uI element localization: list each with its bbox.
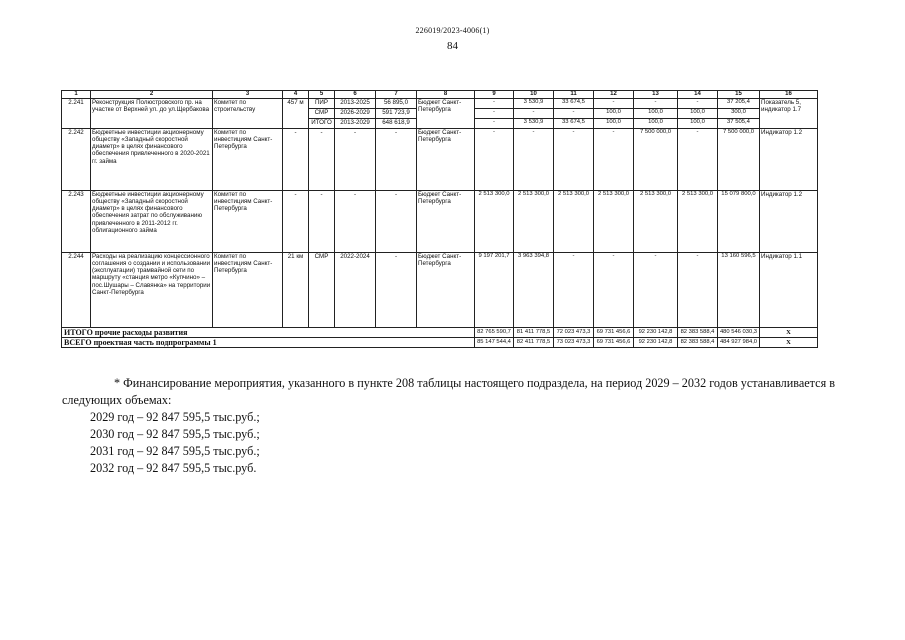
executor: Комитет по инвестициям Санкт-Петербурга: [213, 129, 283, 191]
value-cell: -: [475, 109, 514, 119]
total-mark: X: [760, 328, 818, 338]
value-cell: 37 205,4: [718, 99, 760, 109]
row-number: 2.242: [62, 129, 91, 191]
total-value: 82 765 590,7: [475, 328, 514, 338]
value-cell: -: [514, 129, 554, 191]
value-cell: 2 513 300,0: [475, 191, 514, 253]
length: -: [283, 191, 309, 253]
footnote-year-line: 2031 год – 92 847 595,5 тыс.руб.;: [90, 444, 260, 458]
stage: -: [309, 129, 335, 191]
value-cell: 7 500 000,0: [718, 129, 760, 191]
indicator: Индикатор 1.2: [760, 129, 818, 191]
col-header: 8: [417, 91, 475, 99]
footnote-year-line: 2029 год – 92 847 595,5 тыс.руб.;: [90, 410, 260, 424]
header-row: [62, 91, 818, 99]
years: -: [335, 191, 376, 253]
value-cell: 100,0: [678, 119, 718, 129]
total-value: 73 023 473,3: [554, 338, 594, 348]
document-id: 226019/2023-4006(1): [415, 26, 490, 35]
page-number: 84: [447, 40, 458, 52]
value-cell: -: [634, 99, 678, 109]
table-row: [62, 253, 818, 328]
value-cell: -: [634, 253, 678, 328]
funding-source: Бюджет Санкт-Петербурга: [417, 253, 475, 328]
value-cell: 2 513 300,0: [678, 191, 718, 253]
value-cell: -: [678, 253, 718, 328]
total-value: 82 383 588,4: [678, 328, 718, 338]
col-header: 6: [335, 91, 376, 99]
total-value: 81 411 778,5: [514, 328, 554, 338]
length: -: [283, 129, 309, 191]
value-cell: 3 530,9: [514, 119, 554, 129]
footnote-year-line: 2030 год – 92 847 595,5 тыс.руб.;: [90, 427, 260, 441]
col-header: 12: [594, 91, 634, 99]
length: 21 км: [283, 253, 309, 328]
stage: ПИР: [309, 99, 335, 109]
value-cell: 2 513 300,0: [514, 191, 554, 253]
years: -: [335, 129, 376, 191]
row-number: 2.244: [62, 253, 91, 328]
col-header: 10: [514, 91, 554, 99]
value-cell: -: [475, 129, 514, 191]
funding-source: Бюджет Санкт-Петербурга: [417, 129, 475, 191]
total-row: [62, 338, 818, 348]
table-row: [62, 99, 818, 109]
value-cell: 9 197 201,7: [475, 253, 514, 328]
footnote: [62, 375, 852, 477]
total-value: 72 023 473,3: [554, 328, 594, 338]
total-label: ИТОГО прочие расходы развития: [62, 328, 475, 338]
years: 2022-2024: [335, 253, 376, 328]
value-cell: 7 500 000,0: [634, 129, 678, 191]
value-cell: -: [594, 99, 634, 109]
footnote-text: * Финансирование мероприятия, указанного в пункте 208 таблицы настоящего подраздела, на период 2029 – 2032 годов устанавливается в следующих объемах:: [62, 376, 835, 407]
value-cell: 3 530,9: [514, 99, 554, 109]
col-header: 2: [91, 91, 213, 99]
value-cell: -: [594, 129, 634, 191]
table-row: [62, 129, 818, 191]
value-cell: -: [554, 109, 594, 119]
executor: Комитет по строительству: [213, 99, 283, 129]
years: 2026-2029: [335, 109, 376, 119]
col-header: 4: [283, 91, 309, 99]
total-cost: -: [376, 129, 417, 191]
length: 457 м: [283, 99, 309, 129]
years: 2013-2025: [335, 99, 376, 109]
value-cell: 100,0: [634, 109, 678, 119]
total-cost: 56 895,0: [376, 99, 417, 109]
value-cell: 33 674,5: [554, 99, 594, 109]
funding-source: Бюджет Санкт-Петербурга: [417, 191, 475, 253]
budget-table: [61, 90, 818, 348]
stage: СМР: [309, 109, 335, 119]
stage: СМР: [309, 253, 335, 328]
measure-name: Расходы на реализацию концессионного соглашения о создании и использовании (эксплуатации) трамвайной сети по маршруту «станция метро «Купчино» – пос.Шушары – Славянка» на территории Санкт-Петербурга: [91, 253, 213, 328]
col-header: 14: [678, 91, 718, 99]
col-header: 13: [634, 91, 678, 99]
total-value: 69 731 456,6: [594, 328, 634, 338]
value-cell: 37 505,4: [718, 119, 760, 129]
row-number: 2.241: [62, 99, 91, 129]
indicator: Показатель 5, индикатор 1.7: [760, 99, 818, 129]
value-cell: 2 513 300,0: [594, 191, 634, 253]
table-row: [62, 191, 818, 253]
total-mark: X: [760, 338, 818, 348]
value-cell: -: [594, 253, 634, 328]
col-header: 9: [475, 91, 514, 99]
value-cell: 100,0: [634, 119, 678, 129]
value-cell: 15 079 800,0: [718, 191, 760, 253]
value-cell: 100,0: [594, 119, 634, 129]
value-cell: 100,0: [678, 109, 718, 119]
col-header: 1: [62, 91, 91, 99]
footnote-year-line: 2032 год – 92 847 595,5 тыс.руб.: [90, 461, 257, 475]
indicator: Индикатор 1.2: [760, 191, 818, 253]
col-header: 11: [554, 91, 594, 99]
indicator: Индикатор 1.1: [760, 253, 818, 328]
value-cell: 33 674,5: [554, 119, 594, 129]
stage: -: [309, 191, 335, 253]
value-cell: 300,0: [718, 109, 760, 119]
total-cost: -: [376, 191, 417, 253]
value-cell: 2 513 300,0: [634, 191, 678, 253]
value-cell: 100,0: [594, 109, 634, 119]
col-header: 5: [309, 91, 335, 99]
total-value: 92 230 142,8: [634, 338, 678, 348]
executor: Комитет по инвестициям Санкт-Петербурга: [213, 253, 283, 328]
total-cost: 591 723,9: [376, 109, 417, 119]
stage: ИТОГО: [309, 119, 335, 129]
total-value: 484 927 984,0: [718, 338, 760, 348]
value-cell: 2 513 300,0: [554, 191, 594, 253]
col-header: 3: [213, 91, 283, 99]
total-value: 82 411 778,5: [514, 338, 554, 348]
total-value: 85 147 544,4: [475, 338, 514, 348]
total-label: ВСЕГО проектная часть подпрограммы 1: [62, 338, 475, 348]
col-header: 7: [376, 91, 417, 99]
value-cell: -: [475, 119, 514, 129]
value-cell: 3 963 394,8: [514, 253, 554, 328]
value-cell: -: [678, 99, 718, 109]
col-header: 15: [718, 91, 760, 99]
value-cell: 13 160 596,5: [718, 253, 760, 328]
row-number: 2.243: [62, 191, 91, 253]
total-cost: -: [376, 253, 417, 328]
value-cell: -: [678, 129, 718, 191]
measure-name: Бюджетные инвестиции акционерному обществу «Западный скоростной диаметр» в целях финансового обеспечения привлеченного в 2020-2021 гг. займа: [91, 129, 213, 191]
measure-name: Реконструкция Полюстровского пр. на участке от Верхней ул. до ул.Щербакова: [91, 99, 213, 129]
years: 2013-2029: [335, 119, 376, 129]
total-value: 480 546 030,3: [718, 328, 760, 338]
value-cell: -: [554, 253, 594, 328]
total-row: [62, 328, 818, 338]
value-cell: -: [475, 99, 514, 109]
measure-name: Бюджетные инвестиции акционерному обществу «Западный скоростной диаметр» в целях финансового обеспечения затрат по обслуживанию привлеченного в 2011-2012 гг. облигационного займа: [91, 191, 213, 253]
col-header: 16: [760, 91, 818, 99]
total-value: 69 731 456,6: [594, 338, 634, 348]
total-value: 92 230 142,8: [634, 328, 678, 338]
value-cell: -: [514, 109, 554, 119]
total-cost: 648 618,9: [376, 119, 417, 129]
total-value: 82 383 588,4: [678, 338, 718, 348]
funding-source: Бюджет Санкт-Петербурга: [417, 99, 475, 129]
value-cell: -: [554, 129, 594, 191]
executor: Комитет по инвестициям Санкт-Петербурга: [213, 191, 283, 253]
